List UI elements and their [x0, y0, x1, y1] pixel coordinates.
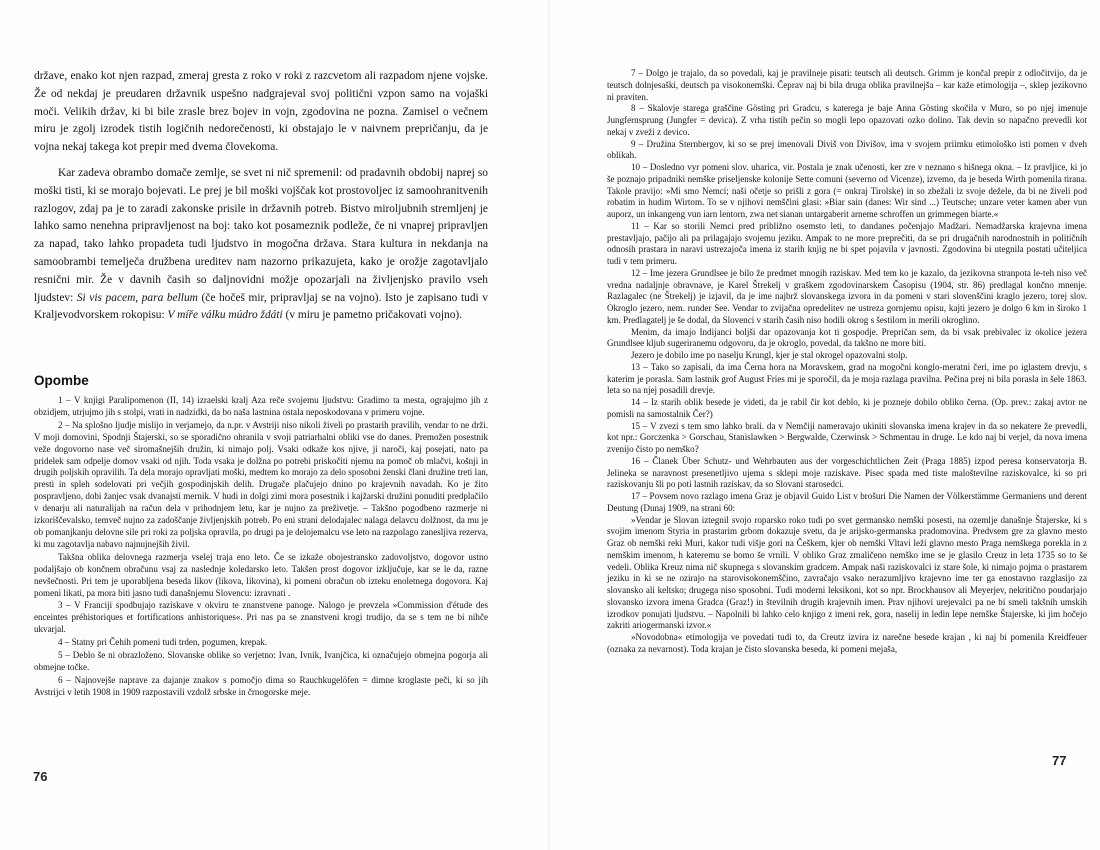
note-12-continued-a: Menim, da imajo Indijanci boljši dar opazovanja kot ti gospodje. Prepričan sem, da bi vsak prebivalec iz okolice jezera Grundlsee kljub sugeriranemu odgovoru, da je okroglo, povedal, da takšno ne more biti.: [607, 326, 1087, 349]
note-15: 15 – V zvezi s tem smo lahko brali. da v Nemčiji nameravajo ukiniti slovanska imena krajev in da so nekatere že prevedli, kot npr.: Gorczenka > Gorschau, Stanislawken > Bergwalde, Czerwinsk > Schmentau in druge. Le kdo naj bi verjel, da nova imena zvenijo čisto po nemško?: [607, 420, 1087, 454]
note-17-continued: »Novodobna« etimologija ve povedati tudi to, da Creutz izvira iz narečne besede krajan , ki naj bi pomenila Kreidfeuer (oznaka za nevarnost). Toda krajan je čisto slovanska beseda, ki pomeni mejaša,: [607, 632, 1087, 654]
note-4: 4 – Statny pri Čehih pomeni tudi trden, pogumen, krepak.: [58, 637, 268, 648]
note-9: 9 – Družina Sternbergov, ki so se prej imenovali Diviš von Divišov, ima v svojem priimku etimološko isti pomen v dveh oblikah.: [607, 138, 1087, 161]
note-7: 7 – Dolgo je trajalo, da so povedali, kaj je pravilneje pisati: teutsch ali deutsch. Grimm je končal prepir z odločitvijo, da je teutsch dolnjesaški, deutsch pa visokonemški. Čeprav naj bi bila druga oblika pravilnejša – kar kaže etimologija –, sklep jezikovno ni praviten.: [607, 68, 1087, 102]
right-page: [550, 0, 1100, 850]
note-14: 14 – Iz starih oblik besede je videti, da je rabil čir kot deblo, ki je pozneje dobilo obliko černa. (Op. prev.: zakaj avtor ne pomisli na samostalnik Čer?): [607, 397, 1087, 419]
note-10: 10 – Dosledno vyr pomeni slov. uharica, vir. Postala je znak učenosti, ker zre v neznano s hišnega okna. – Iz pravljice, ki jo še poznajo pripadniki nemške priseljenske kolonije Sette comuni (severno od Vicenze), izvemo, da je beseda Wirth pomenila tirana. Takole pravijo: »Mi smo Nemci; naši očetje so prišli z gora (= onkraj Tirolske) in so zbežali iz svoje dežele, da bi ne živeli pod robatim in hudim Wirtom. To se v njihovi nemščini glasi: »Biar sain (danes: Wir sind ...) Teutsche; unzare veter kamen aber vun auporz, un inkangeng vun iarn lentorn, zwa net sianan untargaberit arneme schroffen un grimmegen biarte.«: [607, 162, 1087, 219]
notes-right: [607, 68, 1087, 656]
paragraph-2: [34, 165, 488, 325]
section-title-opombe: Opombe: [34, 373, 89, 388]
note-11: 11 – Kar so storili Nemci pred približno osemsto leti, to dandanes počenjajo Madžari. Nemadžarska krajevna imena prestavljajo, pačijo ali pa prilagajajo svojemu jeziku. Ampak to ne more preprečiti, da se pri drugačnih narodnostnih in političnih odnosih prastara in naravi ustrezajoča imena iz starih knjig ne bi spet pojavila v javnosti. Zgodovina bi utegnila postati učiteljica tudi v tem primeru.: [607, 220, 1087, 266]
page-number-left: 76: [33, 769, 48, 784]
latin-translation: (če hočeš mir, pripravljaj se na vojno). Isto je zapisano tudi v Kraljevodvorskem rokopisu:: [34, 291, 488, 322]
note-17: 17 – Povsem novo razlago imena Graz je objavil Guido List v brošuri Die Namen der Völkerstämme Germaniens und derent Deutung (Dunaj 1909, na strani 60:: [607, 491, 1087, 513]
paragraph-1: države, enako kot njen razpad, zmeraj gresta z roko v roki z razcvetom ali razpadom njene vojske. Že od nekdaj je preudaren državnik uspešno nadgrajeval svoj politični vzpon samo na vojaški moči. Velikih držav, ki bi bile zrasle brez bojev in vojn, zgodovina ne pozna. Zamisel o večnem miru je zgolj izrodek tistih logičnih nedorečenosti, ki obstajajo le v naivnem prepričanju, da je vojna nekaj takega kot prepir med dvema človekoma.: [34, 70, 488, 154]
notes-left: [34, 395, 488, 699]
czech-quote: V míře válku múdro ždáti: [167, 309, 283, 322]
czech-translation: (v miru je pametno pričakovati vojno).: [285, 309, 463, 322]
note-8: 8 – Skalovje starega graščine Gösting pri Gradcu, s katerega je baje Anna Gösting skočila v Muro, so po njej imenuje Jungfernsprung (Jungfer = devica). Z vrha tistih pečin so mogli lepo opazovati ozko dolino. Tak devin so napačno prevedli kot nekaj v zveži z devico.: [607, 103, 1087, 137]
note-16: 16 – Članek Über Schutz- und Wehrbauten aus der vorgeschichtlichen Zeit (Praga 1885) izpod peresa konservatorja B. Jelineka se naravnost presenetljivo ujema s sklepi moje raziskave. Pisec spada med tiste maloštevilne raziskovalce, ki so pri raziskovanju šli po poti lastnih raziskav, da so Slovani starosedci.: [607, 455, 1087, 490]
main-text: [34, 68, 488, 333]
note-17-quote: »Vendar je Slovan iztegnil svojo roparsko roko tudi po svet germansko nemški posesti, na ozemlje današnje Štajerske, ki s svojim imenom Styria in prastarim grbom dokazuje svetu, da je arijsko-germanska pradomovina. Predvsem gre za glavno mesto Graz ob nemški reki Muri, kakor tudi višje gori na Češkem, kjer ob nemški Vltavi leži glavno mesto Praga nemškega porekla in z nemškim imenom, h kateremu se bomo še vrnili. V obliko Graz zmaličeno nemško ime se je glasilo Creuz in leta 1735 so to še vedeli. Oblika Kreuz nima nič skupnega s slovanskim gradcem. Ampak naši raziskovalci iz stare šole, ki nimajo pojma o prastarem jeziku in ki se ne ozirajo na starovisokonemščino, zavračajo vsako nerazumljivo krajevno ime ter ga enostavno razglasijo za slovansko ali keltsko; drugega niso sposobni. Tudi moderni leksikoni, kot so npr. Brockhausov ali Meyerjev, nekritično poudarjajo slovansko izvora imena Gradca (Graz!) in številnih drugih krajevnih imen. Prav njihovi urejevalci pa ne bi smeli takšnih umskih izrodkov ponujati ljudstvu. – Napolnili bi lahko celo knjigo z imeni rek, gora, naselij in ledin lepe nemške Štajerske, ki jim hočejo zakriti ariogermanski izvor.«: [607, 514, 1087, 631]
note-13: 13 – Tako so zapisali, da ima Černa hora na Moravskem, grad na mogočni konglo-meratni čeri, ime po iglastem drevju, s katerim je porasla. Sam lastnik grof August Fries mi je sporočil, da je moja razlaga pravilna. Pečina prej ni bila porasla in šele 1863. leta so na njej posadili drevje.: [607, 361, 1087, 396]
note-12: 12 – Ime jezera Grundlsee je bilo že predmet mnogih raziskav. Med tem ko je kazalo, da jezikovna stranpota le-teh niso več vredna nadaljnje obravnave, je Karel Štrekelj v graškem zgodovinarskem Časopisu (1904, str. 86) predlagal končno mnenje. Razlagalec (ne Štrekelj) je izjavil, da je ime najbrž slovanskega izvora in da pomeni v stari slovenščini kraglo jezero, torej slov. Okroglo jezero, nem. runder See. Vendar to zvijačna opredelitev ne ustreza gornjemu opisu, kajti jezero je dolgo 6 km in široko 1 km. Predlagatelj je še dodal, da Slovenci v starih časih niso hodili okrog s šestilom in merili okroglino.: [607, 267, 1087, 325]
note-12-continued-b: Jezero je dobilo ime po naselju Krungl, kjer je stal okrogel opazovalni stolp.: [631, 350, 908, 360]
note-6: 6 – Najnovejše naprave za dajanje znakov s pomočjo dima so Rauchkugelöfen = dimne kroglaste peči, ki so jih Avstrijci v letih 1908 in 1909 razpostavili vzdolž srbske in črnogorske meje.: [34, 674, 488, 697]
note-1: 1 – V knjigi Paralipomenon (II, 14) izraelski kralj Aza reče svojemu ljudstvu: Gradimo ta mesta, ograjujmo jih z obzidjem, utrjujmo jih s stolpi, vrati in nadzidki, da bo naša lastnina ostala neposkodovana v primeru vojne.: [34, 395, 488, 417]
page-number-right: 77: [1052, 753, 1067, 768]
latin-quote: Si vis pacem, para bellum: [76, 291, 198, 304]
paragraph-2-text: Kar zadeva obrambo domače zemlje, se svet ni nič spremenil: od pradavnih obdobij naprej so moški tisti, ki se morajo bojevati. Le prej je bil moški vojščak kot prostovoljec iz samoohranitvenih razlogov, zdaj pa je to zaradi zakonske prisile in državnih potreb. Bistvo miroljubnih stremljenj je lahko samo nenehna pripravljenost na boj: tako kot posameznik podleže, če ni vnaprej pripravljen za napad, tako lahko propadeta tudi ljudstvo in mogočna država. Stara kultura in nekdanja na samoobrambi temelječa družbena ureditev nam nazorno prikazujeta, kako je orožje zagotavljalo resnični mir. Že v davnih časih so daljnovidni možje opozarjali na življenjsko pravilo vseh ljudstev:: [34, 166, 488, 304]
note-2: 2 – Na splošno ljudje mislijo in verjamejo, da n.pr. v Avstriji niso nikoli živeli po prastarih pravilih, vendar to ne drži. V moji domovini, Spodnji Štajerski, so se sporadično ohranila v svoji patriarhalni obliki vse do danes. Premožen posestnik veže dogovorno nase več siromašnejših družin, ki nimajo polj. Vsaki odkaže kos njive, ji naroči, kaj posejati, nato pa pridelek sam odpelje domov vsaki od njih. Toda vsaka je dolžna po potrebi priskočiti njemu na pomoč ob mlačvi, košnji in drugih poljskih opravilih. Ta dela morajo opravljati moški, medtem ko morajo za delo sposobni ženski člani družine treti lan, presti in spleh sodelovati pri večjih gospodinjskih delih. Drugače plačujejo dnino po krajevnih navadah. Ko je žito pospravljeno, dobi žanjec vsak dvanajsti mernik. V hudi in dolgi zimi mora posestnik i kajžarski družini ponuditi predplačilo v denarju ali naturalijah na račun dela v prihodnjem letu, kar je nujno za preživetje. – Takšno pogodbeno razmerje ni izkoriščevalsko, temveč nujno za zadoščanje življenjskih potreb. Po eni strani delodajalec nalaga delavcu dolžnost, da mu je ob pomanjkanju delovne sile pri roki za poljska opravila, po drugi pa je delojemalcu vse leto na razpolago zanesljiva rezerva, ki mu zagotavlja nabavo najnujnejših živil.: [34, 419, 488, 549]
note-2-continued: Takšna oblika delovnega razmerja vselej traja eno leto. Če se izkaže obojestransko zadovoljstvo, dogovor ustno podaljšajo ob končnem obračunu vsaj za naslednje koledarsko leto. Takšen prost dogovor izključuje, kar se le da, razne nevšečnosti. Pri tem je uporabljena beseda likov (likova, likovina), ki pomeni obračun ob izteku enoletnega dogovora. Kaj pomeni likati, pa mora biti jasno tudi današnjemu Slovencu: izravnati .: [34, 551, 488, 598]
note-3: 3 – V Franciji spodbujajo raziskave v okviru te znanstvene panoge. Nalogo je prevzela »Commission d'étude des enceintes préhistoriques et fortifications anhistoriques«. Pri nas pa se znanstveni krogi trudijo, da se s tem ne bi nihče ukvarjal.: [34, 600, 488, 635]
note-5: 5 – Deblo še ni obrazloženo. Slovanske oblike so verjetno: Ivan, Ivnik, Ivanjčica, ki označujejo obmejna pogorja ali obmejne točke.: [34, 650, 488, 672]
